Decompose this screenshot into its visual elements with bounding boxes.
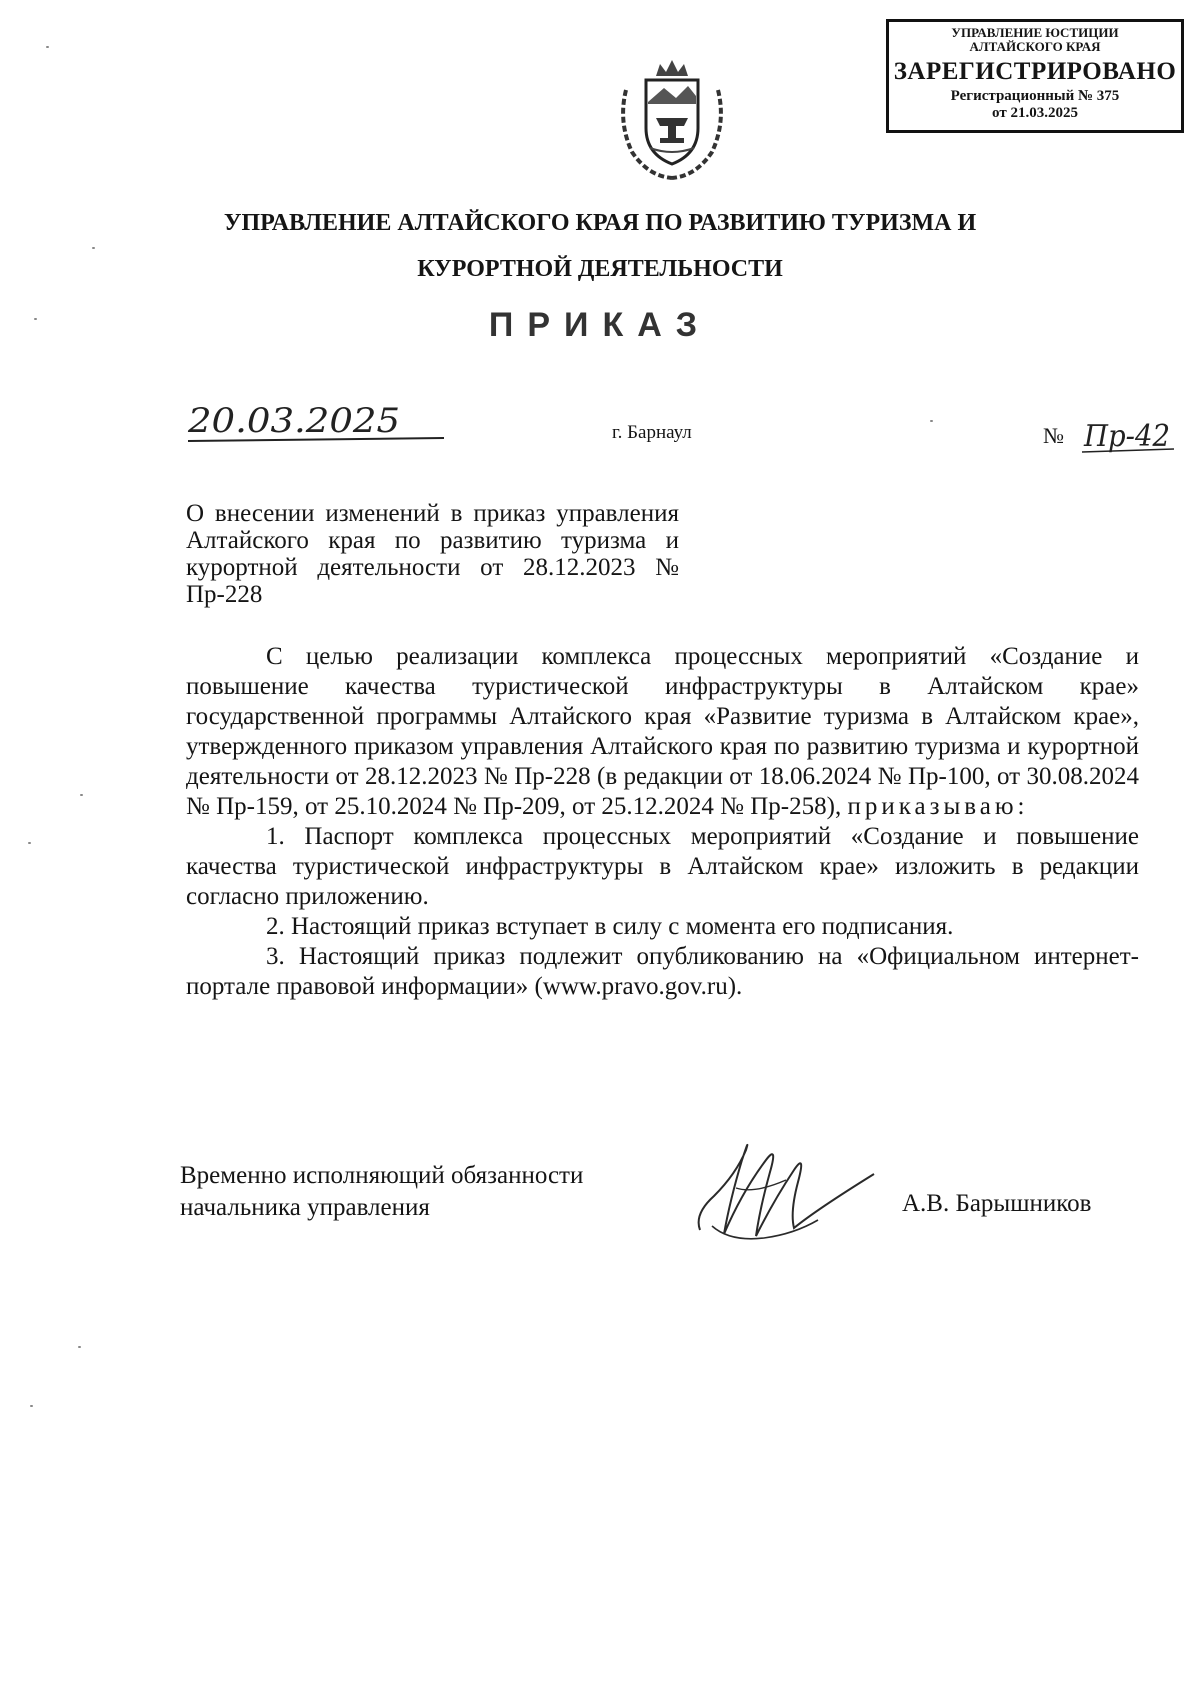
organization-heading (200, 200, 1000, 292)
signer-position (180, 1160, 583, 1224)
handwritten-date-text: 20.03.2025 (186, 401, 400, 441)
stamp-reg-number: Регистрационный № 375 (950, 87, 1120, 104)
order-item-1: 1. Паспорт комплекса процессных мероприятий «Создание и повышение качества туристической инфраструктуры в Алтайском крае» изложить в редакции согласно приложению. (186, 823, 1139, 910)
order-body (186, 642, 1139, 1002)
order-word: приказываю: (847, 793, 1029, 820)
scan-speck (78, 1346, 81, 1348)
registration-stamp (886, 19, 1184, 133)
order-subject: О внесении изменений в приказ управления Алтайского края по развитию туризма и курортной деятельности от 28.12.2023 № Пр-228 (186, 500, 679, 608)
scan-speck (34, 318, 37, 320)
order-item-2: 2. Настоящий приказ вступает в силу с момента его подписания. (266, 913, 954, 940)
scan-speck (80, 794, 83, 796)
scan-speck (28, 842, 31, 844)
handwritten-order-number (1078, 412, 1178, 472)
intro-paragraph (186, 642, 1139, 822)
scan-speck (930, 420, 933, 422)
coat-of-arms-emblem (612, 52, 732, 182)
organization-heading-line2: КУРОРТНОЙ ДЕЯТЕЛЬНОСТИ (417, 256, 783, 282)
handwritten-order-number-text: Пр-42 (1083, 419, 1170, 454)
stamp-reg-date: от 21.03.2025 (992, 105, 1078, 122)
stamp-status: ЗАРЕГИСТРИРОВАНО (893, 58, 1177, 86)
organization-heading-line1: УПРАВЛЕНИЕ АЛТАЙСКОГО КРАЯ ПО РАЗВИТИЮ ТУРИЗМА И (223, 210, 977, 236)
stamp-org-line2: АЛТАЙСКОГО КРАЯ (969, 38, 1101, 54)
scan-speck (30, 1405, 33, 1407)
document-type-title: ПРИКАЗ (488, 306, 712, 344)
signer-name: А.В. Барышников (902, 1190, 1092, 1217)
stamp-org-line1: УПРАВЛЕНИЕ ЮСТИЦИИ (951, 25, 1119, 40)
scan-speck (46, 46, 49, 48)
stamp-org (889, 26, 1181, 53)
signer-position-line2: начальника управления (180, 1194, 430, 1221)
order-item-3: 3. Настоящий приказ подлежит опубликованию на «Официальном интернет-портале правовой информации» (www.pravo.gov.ru). (186, 943, 1139, 1000)
order-number-label: № (1043, 423, 1064, 448)
handwritten-date (186, 400, 448, 450)
scan-speck (92, 247, 95, 249)
signer-position-line1: Временно исполняющий обязанности (180, 1162, 584, 1189)
handwritten-signature (690, 1130, 880, 1250)
intro-text: С целью реализации комплекса процессных мероприятий «Создание и повышение качества туристической инфраструктуры в Алтайском крае» государственной программы Алтайского края «Развитие туризма в Алтайском крае», утвержденного приказом управления Алтайского края по развитию туризма и курортной деятельности от 28.12.2023 № Пр-228 (в редакции от 18.06.2024 № Пр-100, от 30.08.2024 № Пр-159, от 25.10.2024 № Пр-209, от 25.12.2024 № Пр-258), (186, 643, 1139, 820)
city-label: г. Барнаул (612, 422, 692, 443)
